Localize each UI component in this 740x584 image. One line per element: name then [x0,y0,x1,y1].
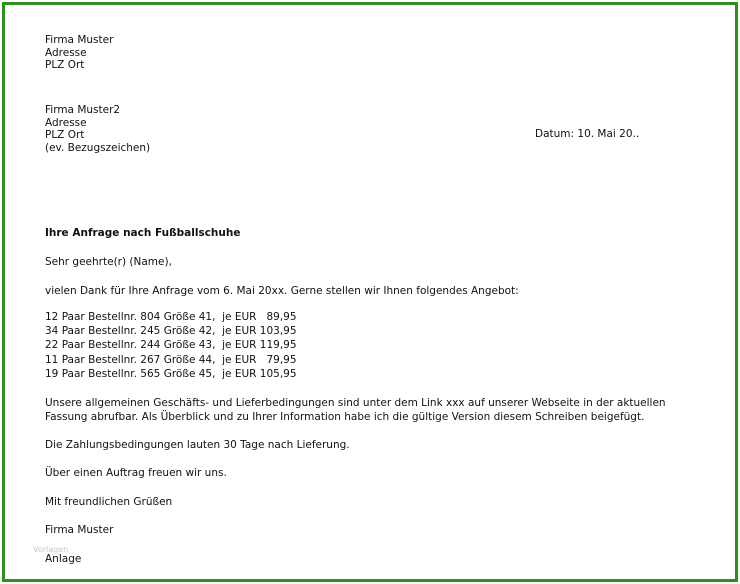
letter-frame [2,2,738,582]
sender-block [45,34,113,72]
terms-paragraph [45,396,666,424]
payment-terms: Die Zahlungsbedingungen lauten 30 Tage nach Lieferung. [45,439,350,451]
recipient-name: Firma Muster2 [45,104,121,116]
offer-item: 19 Paar Bestellnr. 565 Größe 45, je EUR 105,95 [45,367,297,380]
offer-item: 22 Paar Bestellnr. 244 Größe 43, je EUR 119,95 [45,339,297,352]
attachment-note: Anlage [45,553,82,565]
letter-intro: vielen Dank für Ihre Anfrage vom 6. Mai 20xx. Gerne stellen wir Ihnen folgendes Angebot: [45,285,519,297]
closing-wish: Über einen Auftrag freuen wir uns. [45,467,227,479]
letter-salutation: Sehr geehrte(r) (Name), [45,256,172,268]
sender-address: Adresse [45,46,87,59]
letter-subject: Ihre Anfrage nach Fußballschuhe [45,227,241,239]
recipient-reference: (ev. Bezugszeichen) [45,141,151,154]
letter-date: Datum: 10. Mai 20.. [535,128,640,140]
recipient-block [45,104,150,154]
recipient-city: PLZ Ort [45,129,85,141]
signature: Firma Muster [45,524,114,536]
sender-city: PLZ Ort [45,59,85,71]
watermark-text: Vorlagen [33,545,69,554]
offer-item: 12 Paar Bestellnr. 804 Größe 41, je EUR 89,95 [45,311,297,323]
offer-item: 11 Paar Bestellnr. 267 Größe 44, je EUR 79,95 [45,353,297,366]
greeting: Mit freundlichen Grüßen [45,496,173,508]
terms-line: Fassung abrufbar. Als Überblick und zu Ihrer Information habe ich die gültige Version diesem Schreiben beigefügt. [45,411,645,423]
offer-item-list [45,310,297,381]
offer-item: 34 Paar Bestellnr. 245 Größe 42, je EUR 103,95 [45,325,297,338]
recipient-address: Adresse [45,116,87,129]
sender-name: Firma Muster [45,34,114,46]
terms-line: Unsere allgemeinen Geschäfts- und Lieferbedingungen sind unter dem Link xxx auf unserer Webseite in der aktuellen [45,397,666,409]
